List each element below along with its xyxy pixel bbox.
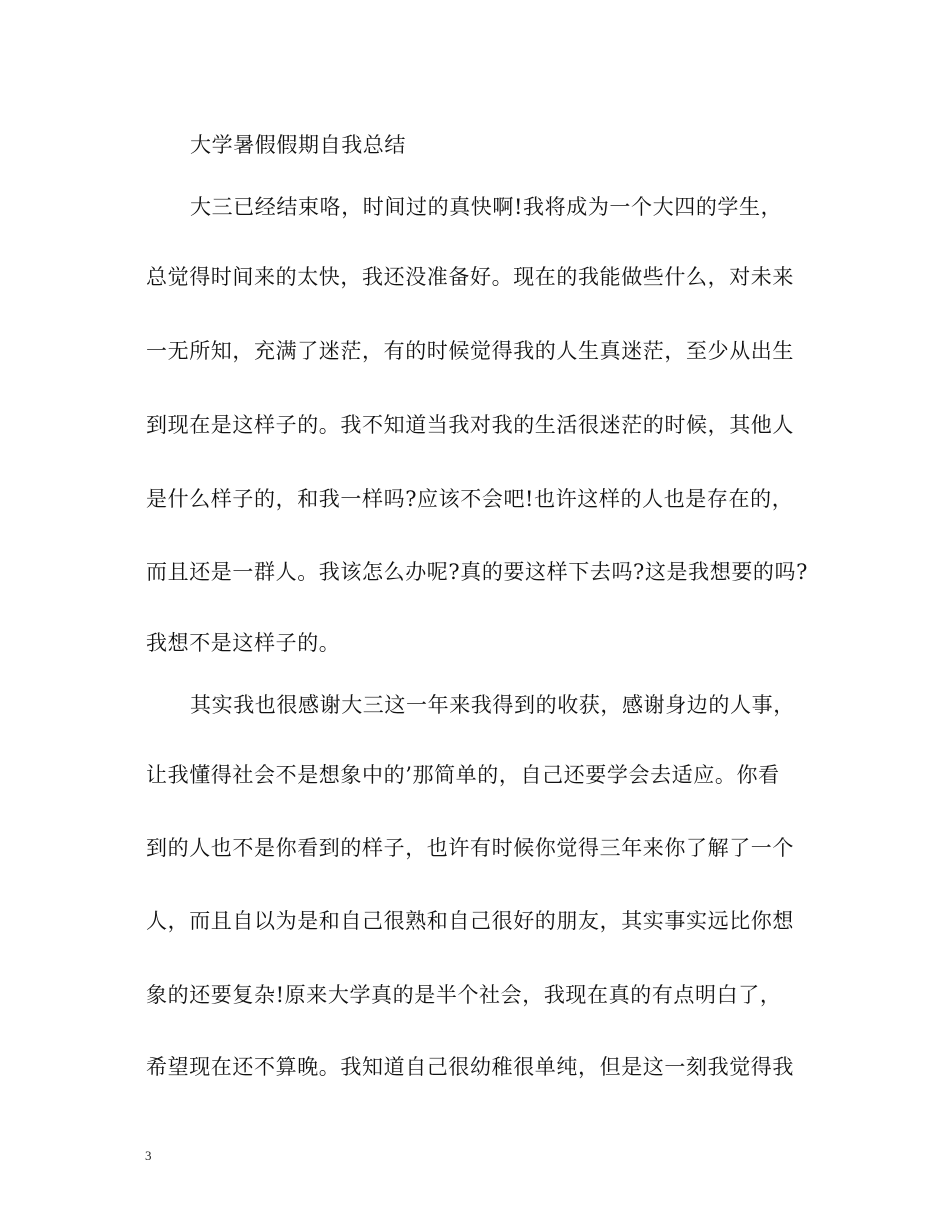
- document-title: 大学暑假假期自我总结: [190, 133, 406, 157]
- paragraph-line: 人，而且自以为是和自己很熟和自己很好的朋友，其实事实远比你想: [146, 909, 794, 933]
- page-number: 3: [145, 1148, 152, 1163]
- paragraph-line: 希望现在还不算晚。我知道自己很幼稚很单纯，但是这一刻我觉得我: [146, 1055, 794, 1079]
- paragraph-line: 到的人也不是你看到的样子，也许有时候你觉得三年来你了解了一个: [146, 836, 794, 860]
- paragraph-line: 我想不是这样子的。: [146, 631, 341, 655]
- paragraph-line: 是什么样子的，和我一样吗?应该不会吧!也许这样的人也是存在的，: [146, 487, 794, 511]
- paragraph-line: 总觉得时间来的太快，我还没准备好。现在的我能做些什么，对未来: [146, 265, 794, 289]
- paragraph-line: 象的还要复杂!原来大学真的是半个社会，我现在真的有点明白了，: [146, 983, 782, 1007]
- paragraph-line: 一无所知，充满了迷茫，有的时候觉得我的人生真迷茫，至少从出生: [146, 339, 794, 363]
- paragraph-line: 让我懂得社会不是想象中的’那简单的，自己还要学会去适应。你看: [146, 763, 780, 787]
- paragraph-line: 而且还是一群人。我该怎么办呢?真的要这样下去吗?这是我想要的吗?: [146, 560, 808, 584]
- paragraph-line: 到现在是这样子的。我不知道当我对我的生活很迷茫的时候，其他人: [146, 413, 794, 437]
- paragraph-line: 其实我也很感谢大三这一年来我得到的收获，感谢身边的人事，: [190, 693, 795, 717]
- paragraph-line: 大三已经结束咯，时间过的真快啊!我将成为一个大四的学生，: [190, 195, 783, 219]
